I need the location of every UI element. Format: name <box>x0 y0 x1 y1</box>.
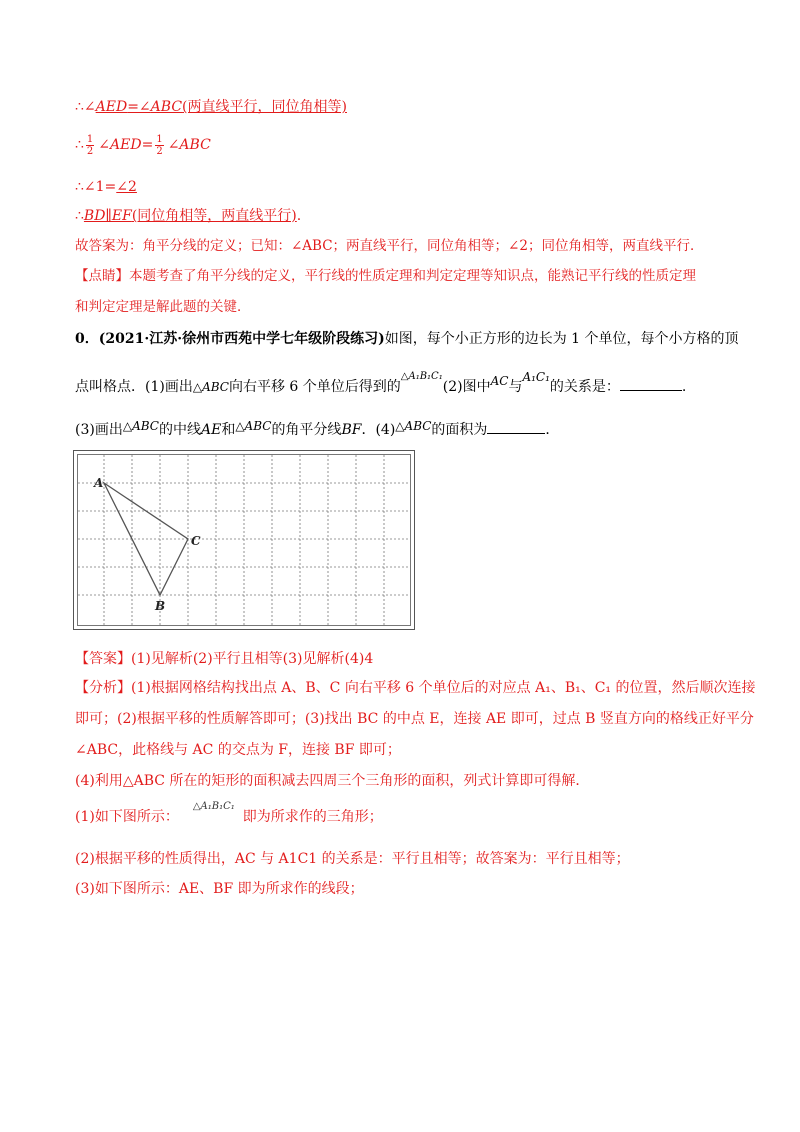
proof-text: ∴∠ <box>75 99 96 115</box>
question-text: 的角平分线 <box>271 422 342 438</box>
point-label-c: C <box>191 534 201 548</box>
triangle-symbol: △A₁B₁C₁ <box>192 801 235 812</box>
question-text: 向右平移 6 个单位后得到的 <box>228 379 401 395</box>
question-line-1 <box>75 330 739 348</box>
solution-text: (1)如下图所示： <box>75 809 179 825</box>
segment-symbol: AC <box>490 374 509 388</box>
question-text: ． <box>545 422 560 438</box>
proof-text: ∴ <box>75 208 84 224</box>
proof-reason: (同位角相等，两直线平行) <box>131 208 297 224</box>
question-line-2 <box>75 370 687 398</box>
proof-text: ∴ <box>75 137 84 153</box>
solution-line-3: (3)如下图所示：AE、BF 即为所求作的线段； <box>75 881 364 897</box>
proof-text: ABC <box>150 99 183 115</box>
segment-symbol: A₁C₁ <box>522 370 550 384</box>
solution-text: 即为所求作的三角形； <box>242 809 383 825</box>
analysis-line-2: 即可；(2)根据平移的性质解答即可；(3)找出 BC 的中点 E，连接 AE 即可，过点 B 竖直方向的格线正好平分 <box>75 711 754 727</box>
question-text: 点叫格点．(1)画出 <box>75 379 193 395</box>
proof-line-4 <box>75 207 301 225</box>
question-text: (3)画出 <box>75 422 123 438</box>
answer-line: 故答案为：角平分线的定义；已知：∠ABC；两直线平行，同位角相等；∠2；同位角相等，两直线平行． <box>75 238 704 254</box>
question-source: (2021·江苏·徐州市西苑中学七年级阶段练习) <box>98 331 385 347</box>
analysis-line-4: (4)利用△ABC 所在的矩形的面积减去四周三个三角形的面积，列式计算即可得解． <box>75 773 590 789</box>
proof-text: AED <box>95 99 128 115</box>
question-text: 和 <box>221 422 236 438</box>
question-line-3 <box>75 421 559 439</box>
comment-line-2: 和判定定理是解此题的关键． <box>75 299 251 315</box>
comment-line-1: 【点睛】本题考查了角平分线的定义，平行线的性质定理和判定定理等知识点，能熟记平行线的性质定理 <box>75 268 696 284</box>
proof-line-2 <box>75 131 211 159</box>
triangle-symbol: △ABC <box>395 419 432 433</box>
proof-reason: (两直线平行，同位角相等) <box>182 99 347 115</box>
triangle-symbol: △ABC <box>192 380 229 394</box>
triangle-symbol: △A₁B₁C₁ <box>400 371 443 382</box>
question-text: . <box>681 379 687 395</box>
proof-text: BD∥EF <box>83 208 132 224</box>
proof-text: . <box>296 208 302 224</box>
proof-line-1 <box>75 98 347 116</box>
answer-blank[interactable] <box>487 421 545 434</box>
proof-text: ∠AED= <box>98 137 154 153</box>
analysis-line-1: 【分析】(1)根据网格结构找出点 A、B、C 向右平移 6 个单位后的对应点 A₁、B₁、C₁ 的位置，然后顺次连接 <box>75 680 756 696</box>
triangle-symbol: △ABC <box>235 419 272 433</box>
question-number: 0． <box>75 331 99 347</box>
solution-line-1 <box>75 801 383 828</box>
proof-text: =∠ <box>127 99 151 115</box>
question-text: 的关系是： <box>549 379 620 395</box>
answer-blank[interactable] <box>620 378 682 391</box>
proof-line-3 <box>75 178 137 196</box>
question-text: 与 <box>508 379 523 395</box>
segment-symbol: BF <box>341 422 362 438</box>
grid-figure <box>73 450 415 630</box>
question-text: 的面积为 <box>431 422 488 438</box>
question-text: 如图，每个小正方形的边长为 1 个单位，每个小方格的顶 <box>384 331 739 347</box>
question-text: 的中线 <box>158 422 201 438</box>
fraction-half: $\frac{1}{2}$ <box>86 133 94 157</box>
question-text: (2)图中 <box>442 379 491 395</box>
analysis-line-3: ∠ABC，此格线与 AC 的交点为 F，连接 BF 即可； <box>75 742 401 758</box>
proof-text: ∠ABC <box>167 137 211 153</box>
solution-answer: 【答案】(1)见解析(2)平行且相等(3)见解析(4)4 <box>75 651 374 667</box>
fraction-half: $\frac{1}{2}$ <box>156 133 163 157</box>
segment-symbol: AE <box>200 422 222 438</box>
triangle-symbol: △ABC <box>122 419 159 433</box>
proof-text: ∴∠1= <box>75 179 117 195</box>
solution-line-2: (2)根据平移的性质得出，AC 与 A1C1 的关系是：平行且相等；故答案为：平行且相等； <box>75 851 630 867</box>
question-text: ．(4) <box>361 422 396 438</box>
point-label-a: A <box>94 476 104 490</box>
proof-text: ∠2 <box>116 179 137 195</box>
point-label-b: B <box>155 599 166 613</box>
